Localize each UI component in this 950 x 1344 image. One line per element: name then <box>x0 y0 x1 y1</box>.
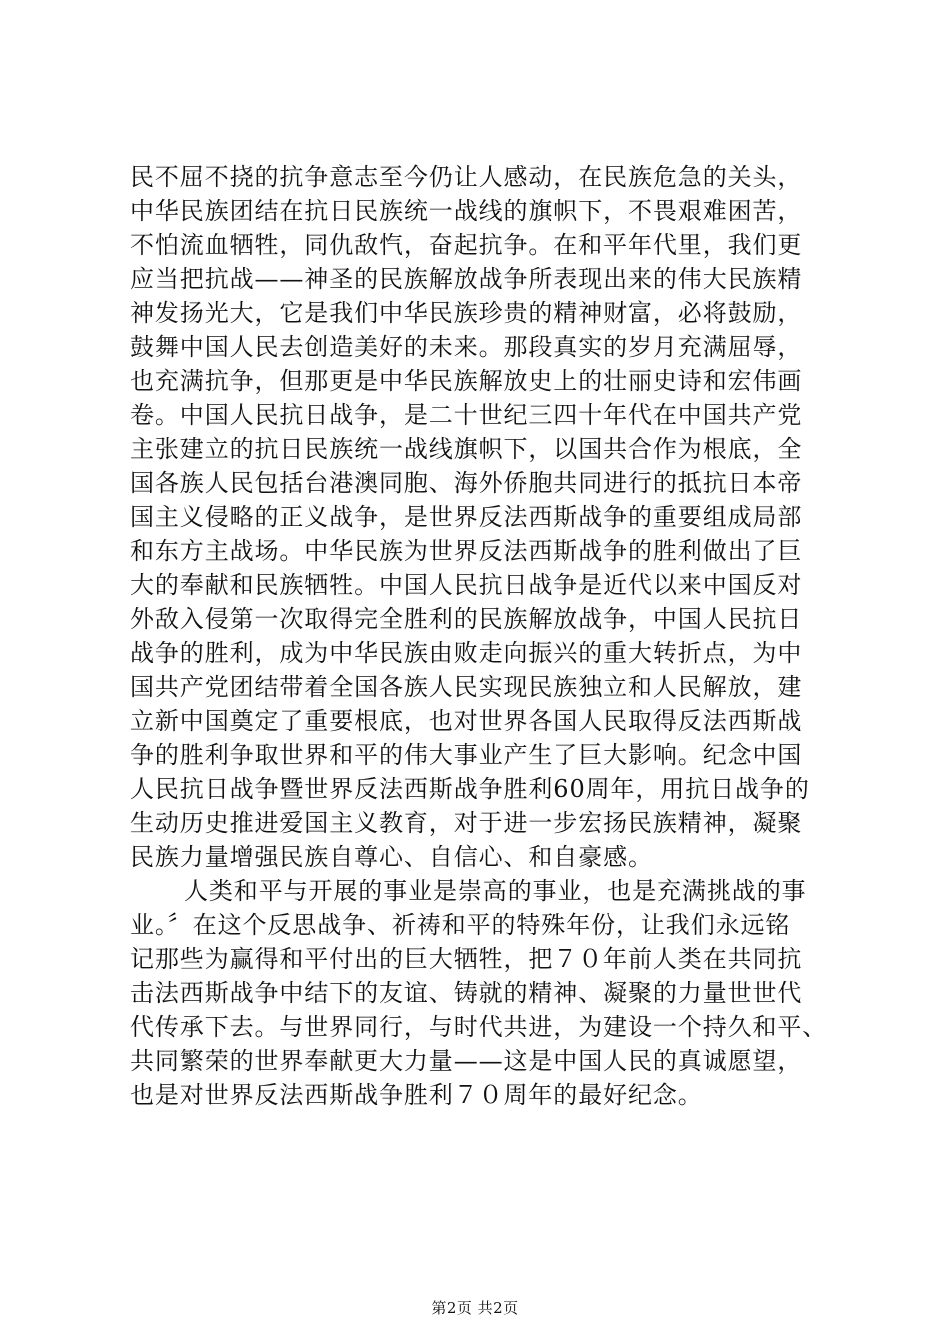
paragraph-start-line: 人类和平与开展的事业是崇高的事业，也是充满挑战的事 <box>184 877 807 905</box>
text-line: 战争的胜利，成为中华民族由败走向振兴的重大转折点，为中 <box>130 639 803 667</box>
text-line: 人民抗日战争暨世界反法西斯战争胜利60周年，用抗日战争的 <box>130 775 810 803</box>
text-line: 应当把抗战——神圣的民族解放战争所表现出来的伟大民族精 <box>130 265 803 293</box>
text-line: 生动历史推进爱国主义教育，对于进一步宏扬民族精神，凝聚 <box>130 809 803 837</box>
text-line: 业。〞在这个反思战争、祈祷和平的特殊年份，让我们永远铭 <box>130 911 791 939</box>
text-line: 国主义侵略的正义战争，是世界反法西斯战争的重要组成局部 <box>130 503 803 531</box>
text-line: 也是对世界反法西斯战争胜利７０周年的最好纪念。 <box>130 1081 703 1109</box>
text-line: 鼓舞中国人民去创造美好的未来。那段真实的岁月充满屈辱， <box>130 333 803 361</box>
text-line: 中华民族团结在抗日民族统一战线的旗帜下，不畏艰难困苦， <box>130 197 803 225</box>
text-line: 也充满抗争，但那更是中华民族解放史上的壮丽史诗和宏伟画 <box>130 367 803 395</box>
text-line: 争的胜利争取世界和平的伟大事业产生了巨大影响。纪念中国 <box>130 741 803 769</box>
text-line: 记那些为赢得和平付出的巨大牺牲，把７０年前人类在共同抗 <box>130 945 803 973</box>
text-line: 外敌入侵第一次取得完全胜利的民族解放战争，中国人民抗日 <box>130 605 803 633</box>
text-line: 不怕流血牺牲，同仇敌忾，奋起抗争。在和平年代里，我们更 <box>130 231 803 259</box>
text-line: 共同繁荣的世界奉献更大力量——这是中国人民的真诚愿望， <box>130 1047 803 1075</box>
text-line: 民不屈不挠的抗争意志至今仍让人感动，在民族危急的关头， <box>130 163 803 191</box>
text-line: 国共产党团结带着全国各族人民实现民族独立和人民解放，建 <box>130 673 803 701</box>
text-line: 国各族人民包括台港澳同胞、海外侨胞共同进行的抵抗日本帝 <box>130 469 803 497</box>
text-line: 大的奉献和民族牺牲。中国人民抗日战争是近代以来中国反对 <box>130 571 803 599</box>
text-line: 代传承下去。与世界同行，与时代共进，为建设一个持久和平、 <box>130 1013 828 1041</box>
body-text <box>130 160 850 1112</box>
text-line: 主张建立的抗日民族统一战线旗帜下，以国共合作为根底，全 <box>130 435 803 463</box>
text-line: 卷。中国人民抗日战争，是二十世纪三四十年代在中国共产党 <box>130 401 803 429</box>
text-line: 神发扬光大，它是我们中华民族珍贵的精神财富，必将鼓励， <box>130 299 803 327</box>
text-line: 击法西斯战争中结下的友谊、铸就的精神、凝聚的力量世世代 <box>130 979 803 1007</box>
page-number-footer: 第2页 共2页 <box>431 1299 519 1317</box>
text-line: 民族力量增强民族自尊心、自信心、和自豪感。 <box>130 843 653 871</box>
text-line: 和东方主战场。中华民族为世界反法西斯战争的胜利做出了巨 <box>130 537 803 565</box>
text-line: 立新中国奠定了重要根底，也对世界各国人民取得反法西斯战 <box>130 707 803 735</box>
